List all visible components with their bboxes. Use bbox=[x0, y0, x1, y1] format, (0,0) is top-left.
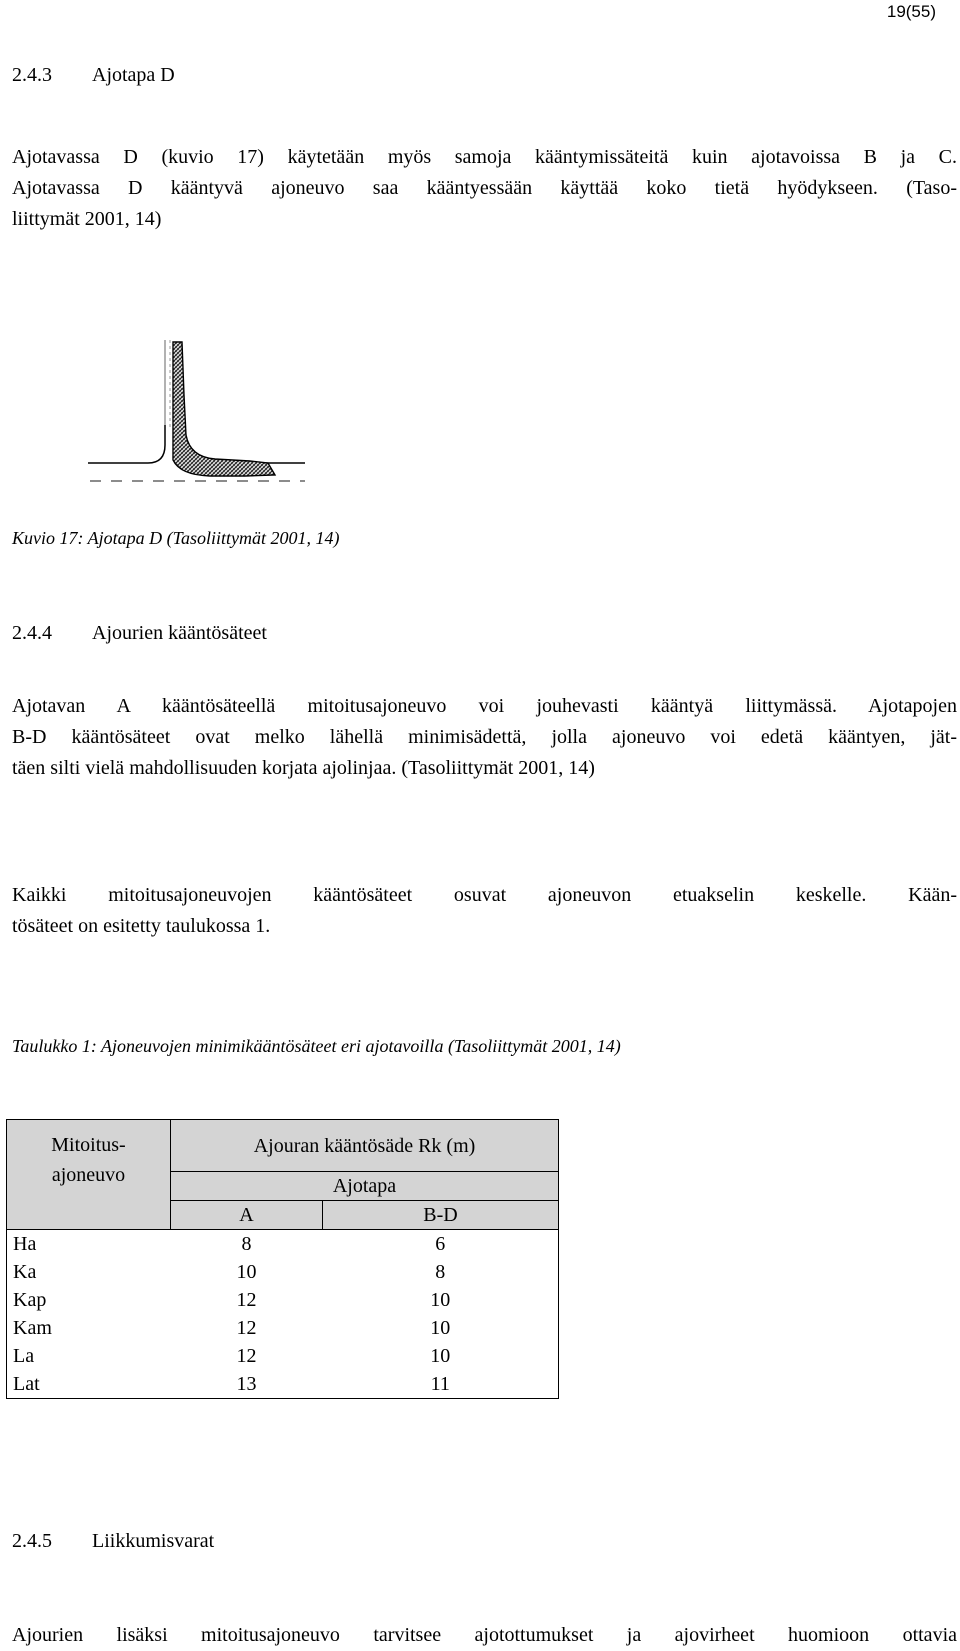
main-road-edge-left bbox=[88, 425, 165, 463]
vehicle-header-line: ajoneuvo bbox=[51, 1164, 126, 1187]
table-row bbox=[7, 1230, 559, 1259]
section-heading-2-4-5 bbox=[12, 1530, 214, 1553]
section-number: 2.4.5 bbox=[12, 1530, 52, 1552]
paragraph-line: Kaikki mitoitusajoneuvojen kääntösäteet osuvat ajoneuvon etuakselin keskelle. Kään- bbox=[12, 884, 957, 906]
value-bd-cell: 10 bbox=[323, 1342, 559, 1370]
value-a-cell: 10 bbox=[236, 1261, 257, 1283]
table-row bbox=[7, 1342, 559, 1370]
col-a-header: A bbox=[171, 1201, 323, 1230]
section-number: 2.4.4 bbox=[12, 622, 52, 644]
section-title: Liikkumisvarat bbox=[92, 1530, 215, 1552]
table-row bbox=[7, 1286, 559, 1314]
col-bd-header: B-D bbox=[323, 1201, 559, 1230]
table-row bbox=[7, 1314, 559, 1342]
table-row bbox=[7, 1258, 559, 1286]
vehicle-cell: Ha bbox=[7, 1230, 171, 1259]
paragraph-line: liittymät 2001, 14) bbox=[12, 208, 162, 230]
table-row bbox=[7, 1370, 559, 1399]
turning-swept-path bbox=[173, 342, 275, 476]
value-bd-cell: 11 bbox=[323, 1370, 559, 1399]
vehicle-header-line: Mitoitus- bbox=[51, 1134, 126, 1157]
value-bd-cell: 10 bbox=[323, 1286, 559, 1314]
value-a-cell: 12 bbox=[236, 1345, 257, 1367]
paragraph-line: Ajourien lisäksi mitoitusajoneuvo tarvitsee ajotottumukset ja ajovirheet huomioon ottavia bbox=[12, 1624, 957, 1646]
figure-17-turning-diagram bbox=[80, 335, 320, 495]
table-caption: Taulukko 1: Ajoneuvojen minimikääntösäteet eri ajotavoilla (Tasoliittymät 2001, 14) bbox=[12, 1036, 621, 1056]
vehicle-cell: Ka bbox=[7, 1258, 171, 1286]
paragraph-line: täen silti vielä mahdollisuuden korjata ajolinjaa. (Tasoliittymät 2001, 14) bbox=[12, 757, 595, 779]
vehicle-cell: La bbox=[7, 1342, 171, 1370]
value-a-cell: 8 bbox=[241, 1233, 252, 1255]
paragraph-kaantosateet bbox=[12, 691, 957, 784]
section-number: 2.4.3 bbox=[12, 64, 52, 86]
radius-header: Ajouran kääntösäde Rk (m) bbox=[171, 1120, 559, 1172]
section-title: Ajotapa D bbox=[92, 64, 175, 86]
turning-radius-table bbox=[6, 1119, 559, 1399]
paragraph-line: Ajotavassa D kääntyvä ajoneuvo saa kääntyessään käyttää koko tietä hyödykseen. (Taso- bbox=[12, 177, 957, 199]
vehicle-cell: Kam bbox=[7, 1314, 171, 1342]
paragraph-line: tösäteet on esitetty taulukossa 1. bbox=[12, 915, 271, 937]
paragraph-line: Ajotavan A kääntösäteellä mitoitusajoneuvo voi jouhevasti kääntyä liittymässä. Ajotapojen bbox=[12, 695, 957, 717]
figure-caption: Kuvio 17: Ajotapa D (Tasoliittymät 2001, 14) bbox=[12, 528, 340, 548]
vehicle-cell: Lat bbox=[7, 1370, 171, 1399]
value-bd-cell: 8 bbox=[323, 1258, 559, 1286]
section-title: Ajourien kääntösäteet bbox=[92, 622, 267, 644]
vehicle-cell: Kap bbox=[7, 1286, 171, 1314]
section-heading-2-4-3 bbox=[12, 64, 175, 87]
paragraph-liikkumisvarat bbox=[12, 1620, 957, 1651]
paragraph-line: Ajotavassa D (kuvio 17) käytetään myös samoja kääntymissäteitä kuin ajotavoissa B ja C. bbox=[12, 146, 957, 168]
paragraph-line: B-D kääntösäteet ovat melko lähellä minimisädettä, jolla ajoneuvo voi edetä kääntyen, jät- bbox=[12, 726, 957, 748]
section-heading-2-4-4 bbox=[12, 622, 267, 645]
vehicle-header-spacer bbox=[7, 1201, 171, 1230]
mode-header: Ajotapa bbox=[171, 1172, 559, 1201]
vehicle-header bbox=[7, 1120, 171, 1201]
value-a-cell: 13 bbox=[171, 1370, 323, 1399]
page-number: 19(55) bbox=[886, 2, 936, 21]
value-a-cell: 12 bbox=[236, 1289, 257, 1311]
paragraph-etuakseli bbox=[12, 880, 957, 942]
value-bd-cell: 6 bbox=[323, 1230, 559, 1259]
value-bd-cell: 10 bbox=[323, 1314, 559, 1342]
value-a-cell: 12 bbox=[236, 1317, 257, 1339]
paragraph-ajotapa-d bbox=[12, 142, 957, 235]
